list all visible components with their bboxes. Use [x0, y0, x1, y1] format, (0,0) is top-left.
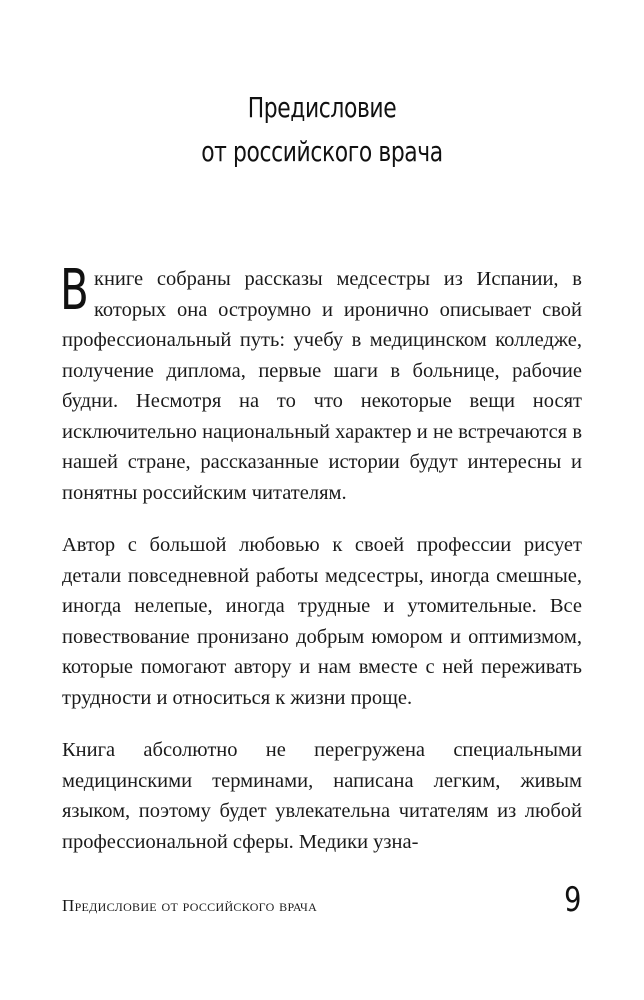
chapter-title-line-1: Предисловие [247, 91, 397, 124]
paragraph-1-text: книге собраны рассказы медсестры из Испании, в которых она остроумно и иронично описывает свой профессиональный путь: учебу в медицинском колледже, получение диплома, первые шаги в больнице, рабочие будни. Несмотря на то что некоторые вещи носят исключительно национальный характер и не встречаются в нашей стране, рассказанные истории будут интересны и понятны российским читателям. [62, 268, 582, 504]
page-number: 9 [564, 880, 582, 920]
body-text [60, 258, 582, 879]
paragraph-3: Книга абсолютно не перегружена специальными медицинскими терминами, написана легким, живым языком, поэтому будет увлекательна читателям из любой профессиональной сферы. Медики узна- [62, 739, 582, 853]
paragraph-1 [60, 258, 582, 508]
running-footer: Предисловие от российского врача [62, 896, 318, 915]
chapter-title [71, 86, 573, 174]
paragraph-2: Автор с большой любовью к своей профессии рисует детали повседневной работы медсестры, иногда смешные, иногда нелепые, иногда трудные и утомительные. Все повествование пронизано добрым юмором и оптимизмом, которые помогают автору и нам вместе с ней переживать трудности и относиться к жизни проще. [62, 534, 582, 709]
drop-cap: В [60, 258, 89, 323]
chapter-title-line-2: от российского врача [201, 135, 443, 168]
